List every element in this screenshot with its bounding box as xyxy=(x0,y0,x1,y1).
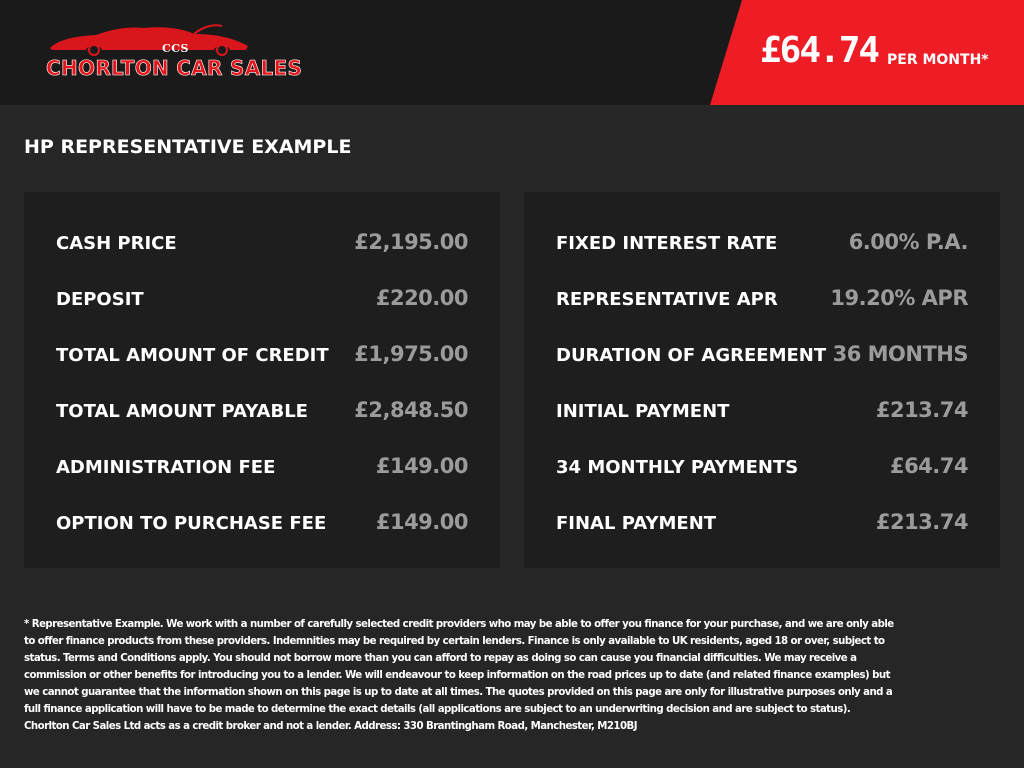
monthly-price-amount: £64.74 xyxy=(760,30,879,71)
finance-row-option-fee xyxy=(56,504,468,544)
finance-row-label: DURATION OF AGREEMENT xyxy=(556,345,827,366)
finance-row-label: DEPOSIT xyxy=(56,289,144,310)
finance-row-label: CASH PRICE xyxy=(56,233,177,254)
car-silhouette-icon xyxy=(44,22,254,56)
finance-row-value: £149.00 xyxy=(375,510,468,534)
finance-row-label: INITIAL PAYMENT xyxy=(556,401,730,422)
finance-row-value: £220.00 xyxy=(375,286,468,310)
finance-row-duration xyxy=(556,336,968,376)
header-bar xyxy=(0,0,1024,105)
monthly-price-suffix: PER MONTH* xyxy=(887,52,989,68)
chorlton-car-sales-logo[interactable] xyxy=(44,22,304,86)
finance-row-apr xyxy=(556,280,968,320)
finance-row-label: 34 MONTHLY PAYMENTS xyxy=(556,457,799,478)
finance-row-label: FIXED INTEREST RATE xyxy=(556,233,778,254)
finance-details-right-panel xyxy=(524,192,1000,568)
finance-row-value: £1,975.00 xyxy=(354,342,468,366)
finance-row-value: 19.20% APR xyxy=(830,286,968,310)
finance-row-monthly-payments xyxy=(556,448,968,488)
section-title: HP REPRESENTATIVE EXAMPLE xyxy=(24,136,352,158)
finance-row-cash-price xyxy=(56,224,468,264)
finance-row-label: OPTION TO PURCHASE FEE xyxy=(56,513,327,534)
finance-row-label: FINAL PAYMENT xyxy=(556,513,717,534)
finance-row-value: £213.74 xyxy=(875,398,968,422)
finance-row-value: 6.00% P.A. xyxy=(848,230,968,254)
logo-company-name: CHORLTON CAR SALES xyxy=(46,56,303,80)
finance-row-initial-payment xyxy=(556,392,968,432)
logo-initials: CCS xyxy=(162,42,189,55)
finance-row-interest-rate xyxy=(556,224,968,264)
finance-row-value: £2,195.00 xyxy=(354,230,468,254)
finance-row-value: £149.00 xyxy=(375,454,468,478)
finance-row-total-credit xyxy=(56,336,468,376)
finance-row-admin-fee xyxy=(56,448,468,488)
finance-row-value: 36 MONTHS xyxy=(832,342,968,366)
finance-row-label: TOTAL AMOUNT PAYABLE xyxy=(56,401,308,422)
finance-row-total-payable xyxy=(56,392,468,432)
finance-row-deposit xyxy=(56,280,468,320)
finance-row-label: TOTAL AMOUNT OF CREDIT xyxy=(56,345,329,366)
finance-row-label: REPRESENTATIVE APR xyxy=(556,289,778,310)
finance-row-value: £64.74 xyxy=(889,454,968,478)
finance-row-value: £213.74 xyxy=(875,510,968,534)
finance-row-value: £2,848.50 xyxy=(354,398,468,422)
finance-details-left-panel xyxy=(24,192,500,568)
finance-row-label: ADMINISTRATION FEE xyxy=(56,457,276,478)
finance-row-final-payment xyxy=(556,504,968,544)
finance-disclaimer: * Representative Example. We work with a number of carefully selected credit providers who may be able to offer you finance for your purchase, and we are only able to offer finance products from these providers. Indemnities may be required by certain lenders. Finance is only available to UK residents, aged 18 or over, subject to status. Terms and Conditions apply. You should not borrow more than you can afford to repay as doing so can cause you financial difficulties. We may receive a commission or other benefits for introducing you to a lender. We will endeavour to keep information on the road prices up to date (and related finance examples) but we cannot guarantee that the information shown on this page is up to date at all times. The quotes provided on this page are only for illustrative purposes only and a full finance application will have to be made to determine the exact details (all applications are subject to an underwriting decision and are subject to status). Chorlton Car Sales Ltd acts as a credit broker and not a lender. Address: 330 Brantingham Road, Manchester, M210BJ xyxy=(24,619,894,732)
